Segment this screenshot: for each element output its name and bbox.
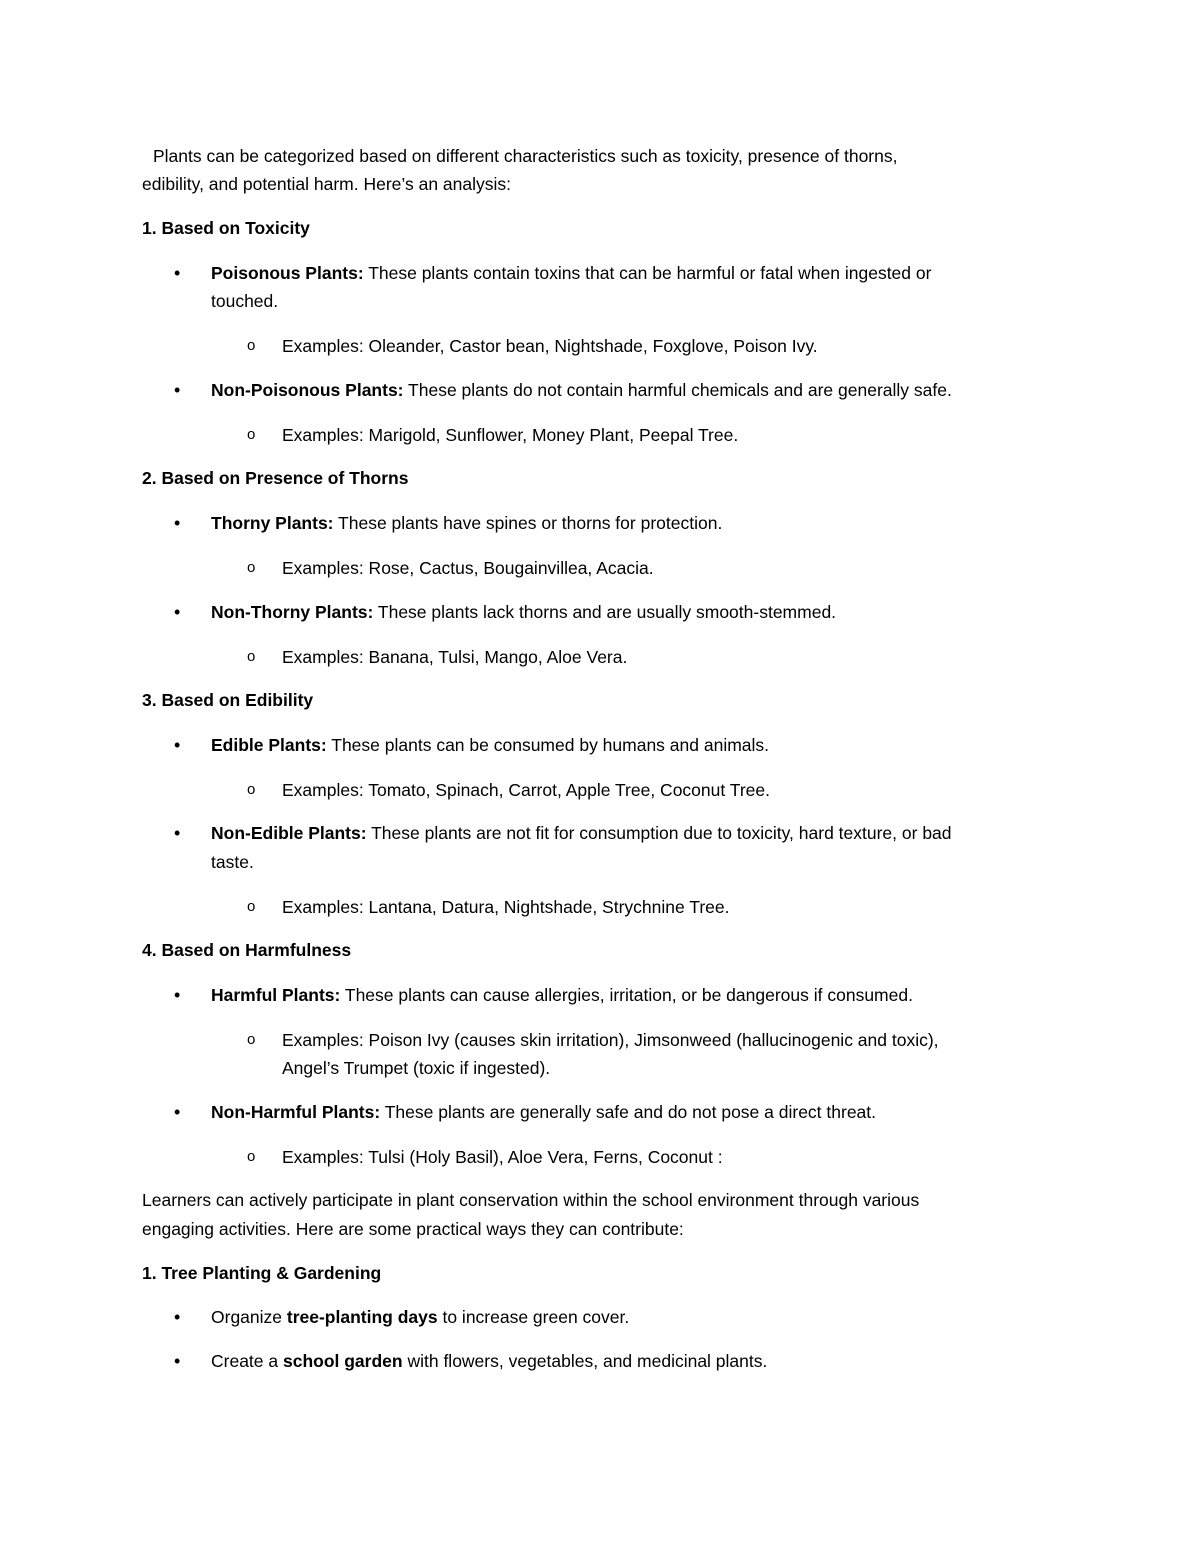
examples-non-harmful: Examples: Tulsi (Holy Basil), Aloe Vera, Ferns, Coconut : bbox=[282, 1147, 723, 1167]
item-term: Thorny Plants: bbox=[211, 513, 334, 533]
bullet-marker: • bbox=[174, 823, 181, 843]
item-text: Organize bbox=[211, 1307, 287, 1327]
section-heading-harmfulness: 4. Based on Harmfulness bbox=[142, 940, 352, 960]
examples-poisonous: Examples: Oleander, Castor bean, Nightshade, Foxglove, Poison Ivy. bbox=[282, 336, 818, 356]
list-item-harmful bbox=[211, 984, 913, 1006]
item-emphasis: tree-planting days bbox=[286, 1307, 438, 1327]
item-term: Non-Edible Plants: bbox=[211, 823, 367, 843]
list-item-non-harmful bbox=[211, 1101, 876, 1123]
item-term: Non-Thorny Plants: bbox=[211, 602, 374, 622]
bullet-marker: • bbox=[174, 1307, 181, 1327]
item-description: These plants lack thorns and are usually smooth-stemmed. bbox=[373, 602, 837, 622]
sub-bullet-marker: o bbox=[247, 1148, 256, 1165]
section-heading-toxicity: 1. Based on Toxicity bbox=[142, 218, 310, 238]
examples-harmful: Examples: Poison Ivy (causes skin irritation), Jimsonweed (hallucinogenic and toxic), bbox=[282, 1030, 939, 1050]
item-term: Poisonous Plants: bbox=[211, 263, 364, 283]
conservation-intro-line-2: engaging activities. Here are some practical ways they can contribute: bbox=[142, 1219, 684, 1239]
item-text: Create a bbox=[211, 1351, 283, 1371]
bullet-marker: • bbox=[174, 380, 181, 400]
item-description: These plants can be consumed by humans and animals. bbox=[326, 735, 770, 755]
examples-non-thorny: Examples: Banana, Tulsi, Mango, Aloe Vera. bbox=[282, 647, 628, 667]
sub-bullet-marker: o bbox=[247, 1031, 256, 1048]
item-term: Non-Harmful Plants: bbox=[211, 1102, 381, 1122]
item-description-cont: taste. bbox=[211, 852, 254, 872]
list-item-tree-planting-days bbox=[211, 1306, 629, 1328]
item-term: Edible Plants: bbox=[211, 735, 327, 755]
item-description: These plants have spines or thorns for protection. bbox=[333, 513, 723, 533]
item-emphasis: school garden bbox=[282, 1351, 403, 1371]
item-description: These plants do not contain harmful chemicals and are generally safe. bbox=[403, 380, 952, 400]
sub-bullet-marker: o bbox=[247, 426, 256, 443]
item-description: These plants contain toxins that can be harmful or fatal when ingested or bbox=[363, 263, 932, 283]
section-heading-thorns: 2. Based on Presence of Thorns bbox=[142, 468, 409, 488]
bullet-marker: • bbox=[174, 602, 181, 622]
sub-bullet-marker: o bbox=[247, 559, 256, 576]
item-description: These plants are generally safe and do not pose a direct threat. bbox=[380, 1102, 877, 1122]
sub-bullet-marker: o bbox=[247, 337, 256, 354]
intro-line-1: Plants can be categorized based on different characteristics such as toxicity, presence of thorns, bbox=[153, 146, 898, 166]
examples-non-edible: Examples: Lantana, Datura, Nightshade, Strychnine Tree. bbox=[282, 897, 730, 917]
section-heading-edibility: 3. Based on Edibility bbox=[142, 690, 314, 710]
list-item-school-garden bbox=[211, 1350, 767, 1372]
bullet-marker: • bbox=[174, 735, 181, 755]
sub-bullet-marker: o bbox=[247, 781, 256, 798]
item-term: Non-Poisonous Plants: bbox=[211, 380, 404, 400]
list-item-non-thorny bbox=[211, 601, 836, 623]
examples-harmful-cont: Angel’s Trumpet (toxic if ingested). bbox=[282, 1058, 551, 1078]
bullet-marker: • bbox=[174, 263, 181, 283]
list-item-poisonous bbox=[211, 262, 931, 284]
item-description: These plants can cause allergies, irritation, or be dangerous if consumed. bbox=[340, 985, 913, 1005]
sub-bullet-marker: o bbox=[247, 648, 256, 665]
item-text: to increase green cover. bbox=[437, 1307, 630, 1327]
item-text: with flowers, vegetables, and medicinal plants. bbox=[402, 1351, 768, 1371]
item-term: Harmful Plants: bbox=[211, 985, 341, 1005]
list-item-non-poisonous bbox=[211, 379, 952, 401]
bullet-marker: • bbox=[174, 513, 181, 533]
section-heading-tree-planting: 1. Tree Planting & Gardening bbox=[142, 1263, 382, 1283]
bullet-marker: • bbox=[174, 985, 181, 1005]
item-description: These plants are not fit for consumption due to toxicity, hard texture, or bad bbox=[366, 823, 952, 843]
bullet-marker: • bbox=[174, 1351, 181, 1371]
intro-line-2: edibility, and potential harm. Here’s an analysis: bbox=[142, 174, 511, 194]
sub-bullet-marker: o bbox=[247, 898, 256, 915]
examples-non-poisonous: Examples: Marigold, Sunflower, Money Plant, Peepal Tree. bbox=[282, 425, 739, 445]
conservation-intro-line-1: Learners can actively participate in plant conservation within the school environment through various bbox=[142, 1190, 920, 1210]
list-item-edible bbox=[211, 734, 769, 756]
list-item-non-edible bbox=[211, 822, 952, 844]
item-description-cont: touched. bbox=[211, 291, 279, 311]
examples-edible: Examples: Tomato, Spinach, Carrot, Apple Tree, Coconut Tree. bbox=[282, 780, 770, 800]
list-item-thorny bbox=[211, 512, 722, 534]
examples-thorny: Examples: Rose, Cactus, Bougainvillea, Acacia. bbox=[282, 558, 654, 578]
bullet-marker: • bbox=[174, 1102, 181, 1122]
